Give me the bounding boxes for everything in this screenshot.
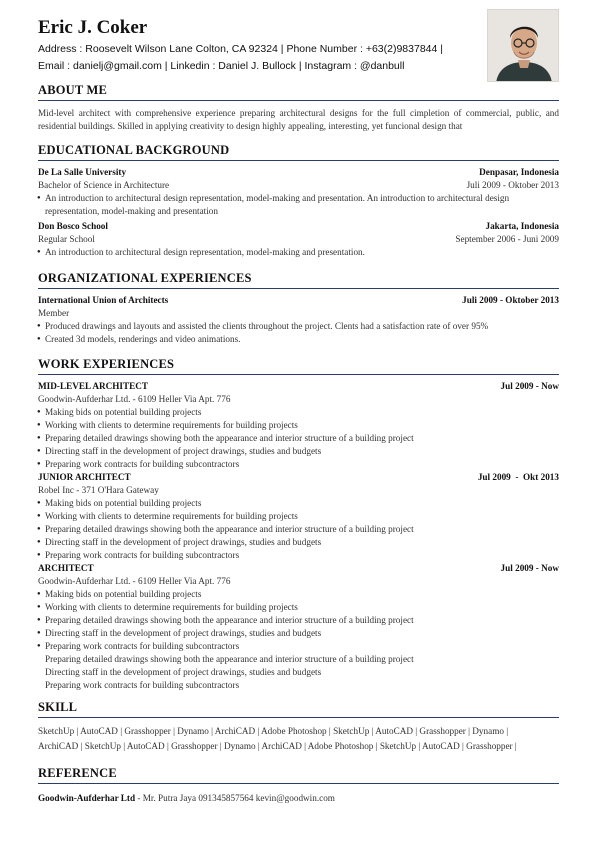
skill-title: SKILL [38,700,78,714]
school-location: Jakarta, Indonesia [485,221,559,231]
reference-entry [38,792,559,805]
about-text: Mid-level architect with comprehensive experience preparing architectural designs for the full cimpletion of commercial, public, and residential buildings. Skilled in applying creativity to design highly appealing, interesting, yet funcional design that [38,108,559,131]
job-extra-line: Preparing work contracts for building subcontractors [45,680,240,690]
person-name: Eric J. Coker [38,17,148,38]
organizational-section [38,271,559,346]
reference-section [38,766,559,805]
school-name: De La Salle University [38,167,127,177]
job-position: MID-LEVEL ARCHITECT [38,381,149,391]
job-item [38,380,559,471]
job-bullet: ● Making bids on potential building projects [38,497,559,510]
education-header-row [38,220,559,233]
education-detail-row [38,179,559,192]
job-bullet: ● Directing staff in the development of project drawings, studies and budgets [38,445,559,458]
degree: Bachelor of Science in Architecture [38,180,170,190]
job-item [38,562,559,692]
job-company: Goodwin-Aufderhar Ltd. - 6109 Heller Via Apt. 776 [38,576,231,586]
education-title: EDUCATIONAL BACKGROUND [38,143,230,157]
education-dates: September 2006 - Juni 2009 [455,234,559,244]
job-bullet: ● Working with clients to determine requirements for building projects [38,510,559,523]
reference-company: Goodwin-Aufderhar Ltd [38,793,136,803]
job-bullet: ● Preparing detailed drawings showing both the appearance and interior structure of a building project [38,523,559,536]
job-header-row [38,471,559,484]
job-header-row [38,380,559,393]
skill-line-2: ArchiCAD | SketchUp | AutoCAD | Grasshopper | Dynamo | ArchiCAD | Adobe Photoshop | SketchUp | AutoCAD | Grasshopper | [38,741,517,751]
section-divider [38,160,559,161]
education-bullet: ● An introduction to architectural design representation, model-making and presentation. [38,246,559,259]
work-title: WORK EXPERIENCES [38,357,175,371]
contact-line-1: Address : Roosevelt Wilson Lane Colton, CA 92324 | Phone Number : +63(2)9837844 | [38,43,443,55]
job-extra-line: Preparing detailed drawings showing both the appearance and interior structure of a building project [45,654,414,664]
section-divider [38,783,559,784]
work-section [38,357,559,692]
job-item [38,471,559,562]
reference-title: REFERENCE [38,766,117,780]
education-bullet-continuation: representation, model-making and presentation [45,206,218,216]
education-dates: Juli 2009 - Oktober 2013 [466,180,559,190]
job-bullet: ● Making bids on potential building projects [38,406,559,419]
school-name: Don Bosco School [38,221,108,231]
job-bullet: ● Preparing work contracts for building subcontractors [38,640,559,653]
education-item [38,166,559,218]
education-bullet: ● An introduction to architectural design representation, model-making and presentation. An introduction to architectural design [38,192,559,205]
organization-header-row [38,294,559,307]
section-divider [38,717,559,718]
education-item [38,220,559,259]
job-bullet: ● Preparing detailed drawings showing both the appearance and interior structure of a building project [38,614,559,627]
job-bullet: ● Preparing detailed drawings showing both the appearance and interior structure of a building project [38,432,559,445]
job-header-row [38,562,559,575]
job-bullet: ● Directing staff in the development of project drawings, studies and budgets [38,536,559,549]
school-location: Denpasar, Indonesia [479,167,559,177]
job-bullet: ● Working with clients to determine requirements for building projects [38,419,559,432]
job-bullet: ● Directing staff in the development of project drawings, studies and budgets [38,627,559,640]
organization-dates: Juli 2009 - Oktober 2013 [462,295,559,305]
organization-name: International Union of Architects [38,295,169,305]
job-dates: Jul 2009 - Now [500,563,559,573]
job-bullet: ● Making bids on potential building projects [38,588,559,601]
degree: Regular School [38,234,95,244]
job-bullet: ● Preparing work contracts for building subcontractors [38,458,559,471]
portrait-icon [488,10,559,82]
education-section [38,143,559,259]
section-divider [38,374,559,375]
job-company: Robel Inc - 371 O'Hara Gateway [38,485,159,495]
education-header-row [38,166,559,179]
job-dates: Jul 2009 - Now [500,381,559,391]
skill-section [38,700,559,754]
organization-bullet: ● Produced drawings and layouts and assisted the clients throughout the project. Clents had a satisfaction rate of over 95% [38,320,559,333]
job-extra-line: Directing staff in the development of project drawings, studies and budgets [45,667,322,677]
job-dates: Jul 2009 - Okt 2013 [477,472,559,482]
job-position: JUNIOR ARCHITECT [38,472,131,482]
skill-line-1: SketchUp | AutoCAD | Grasshopper | Dynamo | ArchiCAD | Adobe Photoshop | SketchUp | AutoCAD | Grasshopper | Dynamo | [38,726,509,736]
organization-item [38,294,559,346]
job-company: Goodwin-Aufderhar Ltd. - 6109 Heller Via Apt. 776 [38,394,231,404]
section-divider [38,100,559,101]
about-section [38,83,559,133]
profile-photo [487,9,559,82]
reference-detail: - Mr. Putra Jaya 091345857564 kevin@goodwin.com [135,793,335,803]
organizational-title: ORGANIZATIONAL EXPERIENCES [38,271,252,285]
header [38,17,478,75]
organization-bullet: ● Created 3d models, renderings and video animations. [38,333,559,346]
contact-line-2: Email : danielj@gmail.com | Linkedin : Daniel J. Bullock | Instagram : @danbull [38,60,405,72]
education-detail-row [38,233,559,246]
job-bullet: ● Preparing work contracts for building subcontractors [38,549,559,562]
job-position: ARCHITECT [38,563,94,573]
job-bullet: ● Working with clients to determine requirements for building projects [38,601,559,614]
about-title: ABOUT ME [38,83,108,97]
organization-role: Member [38,308,70,318]
section-divider [38,288,559,289]
